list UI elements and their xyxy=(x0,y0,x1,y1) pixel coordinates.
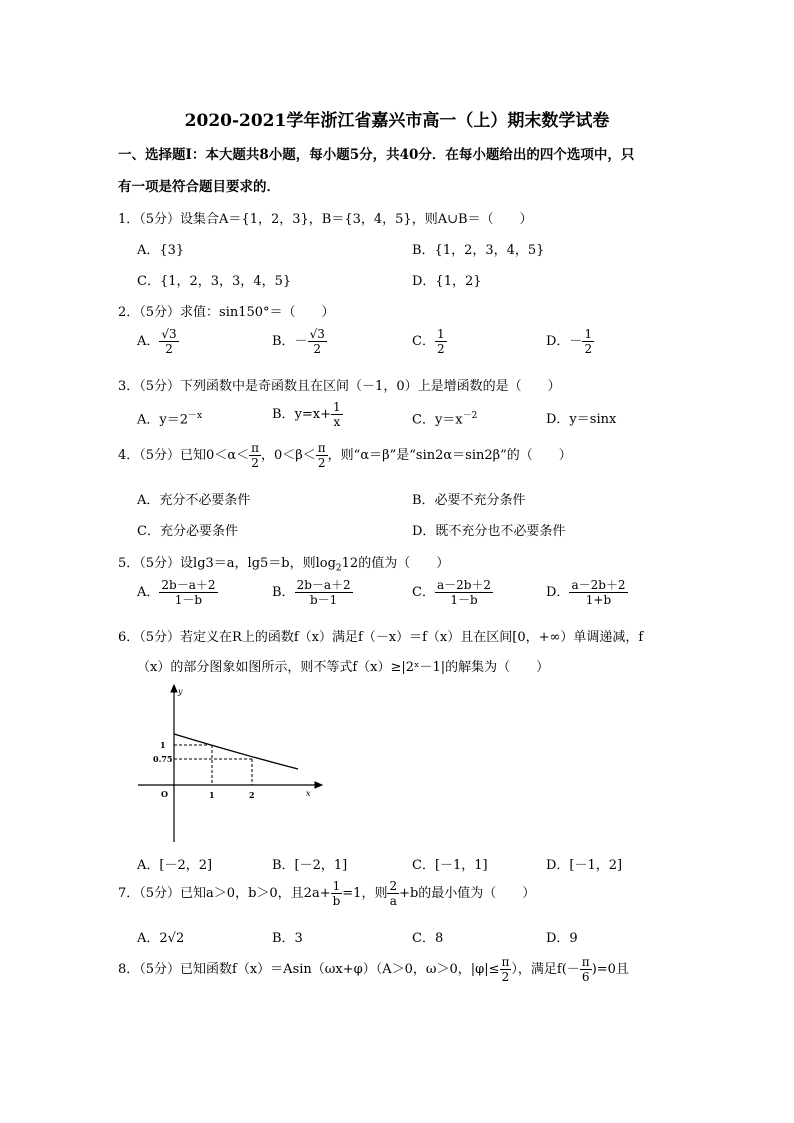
y-axis-arrow xyxy=(171,685,177,692)
question-1-option-a: A．{3} xyxy=(137,243,185,258)
question-6-option-b: B．[－2，1] xyxy=(272,858,348,873)
question-1-option-b: B．{1，2，3，4，5} xyxy=(412,243,545,258)
question-3-option-c: C．$y=x^{-2}$ xyxy=(412,411,478,428)
question-1-option-d: D．{1，2} xyxy=(412,274,482,289)
question-7-option-c: C．8 xyxy=(412,931,444,946)
question-1-option-c: C．{1，2，3，3，4，5} xyxy=(137,274,292,289)
question-7-option-d: D．9 xyxy=(546,931,578,946)
question-6-stem-line2: （x）的部分图象如图所示，则不等式f（x）≥|2ˣ－1|的解集为（ ） xyxy=(137,660,550,675)
x-axis-arrow xyxy=(315,782,322,788)
x-axis-label: x xyxy=(306,789,311,798)
question-8-stem: 8．（5分）已知函数f（x）＝Asin（ωx+φ）（A＞0，ω＞0，|φ|≤ $\frac{\pi}{2}$ ），满足f(－ $\frac{\pi}{6}$ )=0且 xyxy=(118,955,629,984)
question-3-option-a: A．$y=2^{-x}$ xyxy=(137,411,203,428)
question-3-stem: 3．（5分）下列函数中是奇函数且在区间（－1，0）上是增函数的是（ ） xyxy=(118,379,561,394)
section-heading-line2: 有一项是符合题目要求的． xyxy=(118,179,280,195)
section-heading-line1: 一、选择题Ⅰ：本大题共8小题，每小题5分，共40分．在每小题给出的四个选项中，只 xyxy=(118,147,635,163)
question-4-stem: 4．（5分）已知0＜α＜ $\frac{\pi}{2}$ ，0＜β＜ $\frac{\pi}{2}$ ，则“α＝β”是“sin2α＝sin2β”的（ ） xyxy=(118,441,572,470)
question-4-option-d: D．既不充分也不必要条件 xyxy=(412,524,566,539)
page-title: 2020-2021学年浙江省嘉兴市高一（上）期末数学试卷 xyxy=(184,111,610,131)
function-curve xyxy=(174,734,298,769)
question-7-option-a: A．2√2 xyxy=(137,931,185,946)
question-2-option-a: A． $\frac{√3}{2}$ xyxy=(137,327,177,356)
question-3-option-d: D．y＝sinx xyxy=(546,412,617,427)
question-2-option-b: B．－ $\frac{√3}{2}$ xyxy=(272,327,325,356)
y-tick-075: 0.75 xyxy=(153,754,173,764)
question-6-option-c: C．[－1，1] xyxy=(412,858,488,873)
x-tick-2: 2 xyxy=(249,790,255,800)
question-4-option-c: C．充分必要条件 xyxy=(137,524,238,539)
x-tick-1: 1 xyxy=(209,790,215,800)
question-3-option-b: B．y=x+ $\frac{1}{x}$ xyxy=(272,400,341,429)
question-2-option-c: C． $\frac{1}{2}$ xyxy=(412,327,445,356)
y-axis-label: y xyxy=(178,687,183,696)
question-6-option-d: D．[－1，2] xyxy=(546,858,623,873)
question-5-option-a: A． $\frac{2b-a+2}{1-b}$ xyxy=(137,578,216,607)
question-5-stem: 5．（5分）设lg3＝a，lg5＝b，则$\log_212$的值为（ ） xyxy=(118,556,450,574)
question-5-option-d: D． $\frac{a-2b+2}{1+b}$ xyxy=(546,578,626,607)
question-1-stem: 1．（5分）设集合A＝{1，2，3}，B＝{3，4，5}，则A∪B＝（ ） xyxy=(118,212,533,227)
question-2-option-d: D．－ $\frac{1}{2}$ xyxy=(546,327,593,356)
question-5-option-c: C． $\frac{a-2b+2}{1-b}$ xyxy=(412,578,492,607)
question-6-stem-line1: 6．（5分）若定义在R上的函数f（x）满足f（－x）＝f（x）且在区间[0，+∞）单调递减，f xyxy=(118,630,644,645)
question-4-option-b: B．必要不充分条件 xyxy=(412,493,526,508)
function-graph xyxy=(130,680,330,845)
question-6-option-a: A．[－2，2] xyxy=(137,858,213,873)
origin-label: O xyxy=(161,789,168,799)
question-4-option-a: A．充分不必要条件 xyxy=(137,493,251,508)
question-2-stem: 2．（5分）求值：sin150°＝（ ） xyxy=(118,305,335,320)
y-tick-1: 1 xyxy=(160,740,166,750)
question-5-option-b: B． $\frac{2b-a+2}{b-1}$ xyxy=(272,578,351,607)
question-7-option-b: B．3 xyxy=(272,931,303,946)
question-7-stem: 7．（5分）已知a＞0，b＞0，且2a+ $\frac{1}{b}$ =1，则 $\frac{2}{a}$ +b的最小值为（ ） xyxy=(118,879,536,908)
